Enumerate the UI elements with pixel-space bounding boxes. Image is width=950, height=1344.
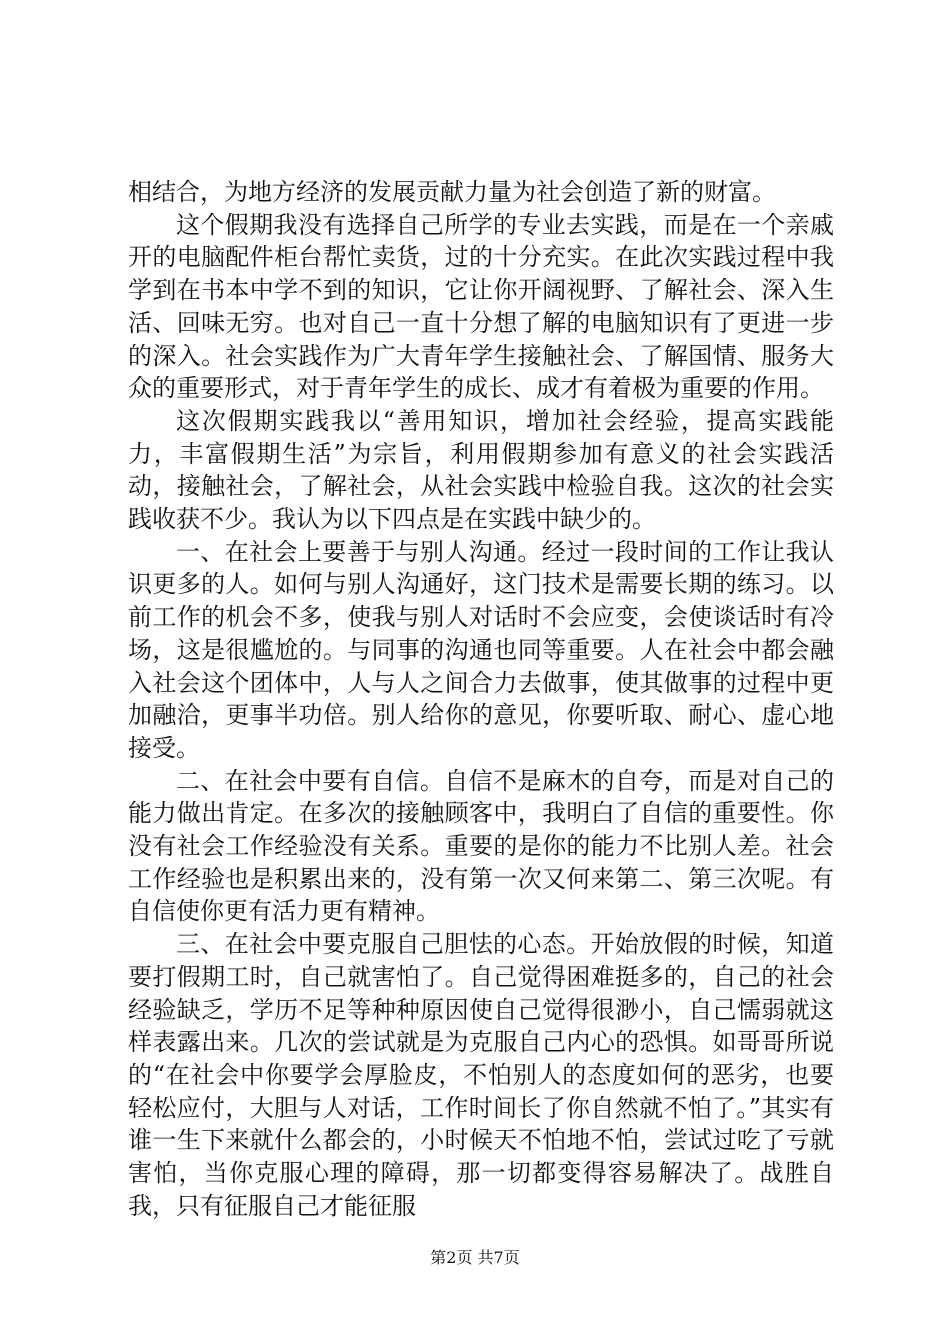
page-number-footer: 第2页 共7页	[430, 1248, 520, 1267]
paragraph-6: 三、在社会中要克服自己胆怯的心态。开始放假的时候，知道要打假期工时，自己就害怕了。自己觉得困难挺多的，自己的社会经验缺乏，学历不足等种种原因使自己觉得很渺小，自己懦弱就这样表露出来。几次的尝试就是为克服自己内心的恐惧。如哥哥所说的“在社会中你要学会厚脸皮，不怕别人的态度如何的恶劣，也要轻松应付，大胆与人对话，工作时间长了你自然就不怕了。”其实有谁一生下来就什么都会的，小时候天不怕地不怕，尝试过吃了亏就害怕，当你克服心理的障碍，那一切都变得容易解决了。战胜自我，只有征服自己才能征服	[128, 930, 834, 1220]
paragraph-1: 相结合，为地方经济的发展贡献力量为社会创造了新的财富。	[128, 178, 776, 206]
paragraph-5: 二、在社会中要有自信。自信不是麻木的自夸，而是对自己的能力做出肯定。在多次的接触顾客中，我明白了自信的重要性。你没有社会工作经验没有关系。重要的是你的能力不比别人差。社会工作经验也是积累出来的，没有第一次又何来第二、第三次呢。有自信使你更有活力更有精神。	[128, 766, 834, 926]
paragraph-4: 一、在社会上要善于与别人沟通。经过一段时间的工作让我认识更多的人。如何与别人沟通好，这门技术是需要长期的练习。以前工作的机会不多，使我与别人对话时不会应变，会使谈话时有冷场，这是很尴尬的。与同事的沟通也同等重要。人在社会中都会融入社会这个团体中，人与人之间合力去做事，使其做事的过程中更加融洽，更事半功倍。别人给你的意见，你要听取、耐心、虚心地接受。	[128, 537, 834, 762]
document-body	[128, 176, 834, 1223]
paragraph-3: 这次假期实践我以“善用知识，增加社会经验，提高实践能力，丰富假期生活”为宗旨，利用假期参加有意义的社会实践活动，接触社会，了解社会，从社会实践中检验自我。这次的社会实践收获不少。我认为以下四点是在实践中缺少的。	[128, 406, 834, 534]
paragraph-2: 这个假期我没有选择自己所学的专业去实践，而是在一个亲戚开的电脑配件柜台帮忙卖货，过的十分充实。在此次实践过程中我学到在书本中学不到的知识，它让你开阔视野、了解社会、深入生活、回味无穷。也对自己一直十分想了解的电脑知识有了更进一步的深入。社会实践作为广大青年学生接触社会、了解国情、服务大众的重要形式，对于青年学生的成长、成才有着极为重要的作用。	[128, 210, 834, 403]
